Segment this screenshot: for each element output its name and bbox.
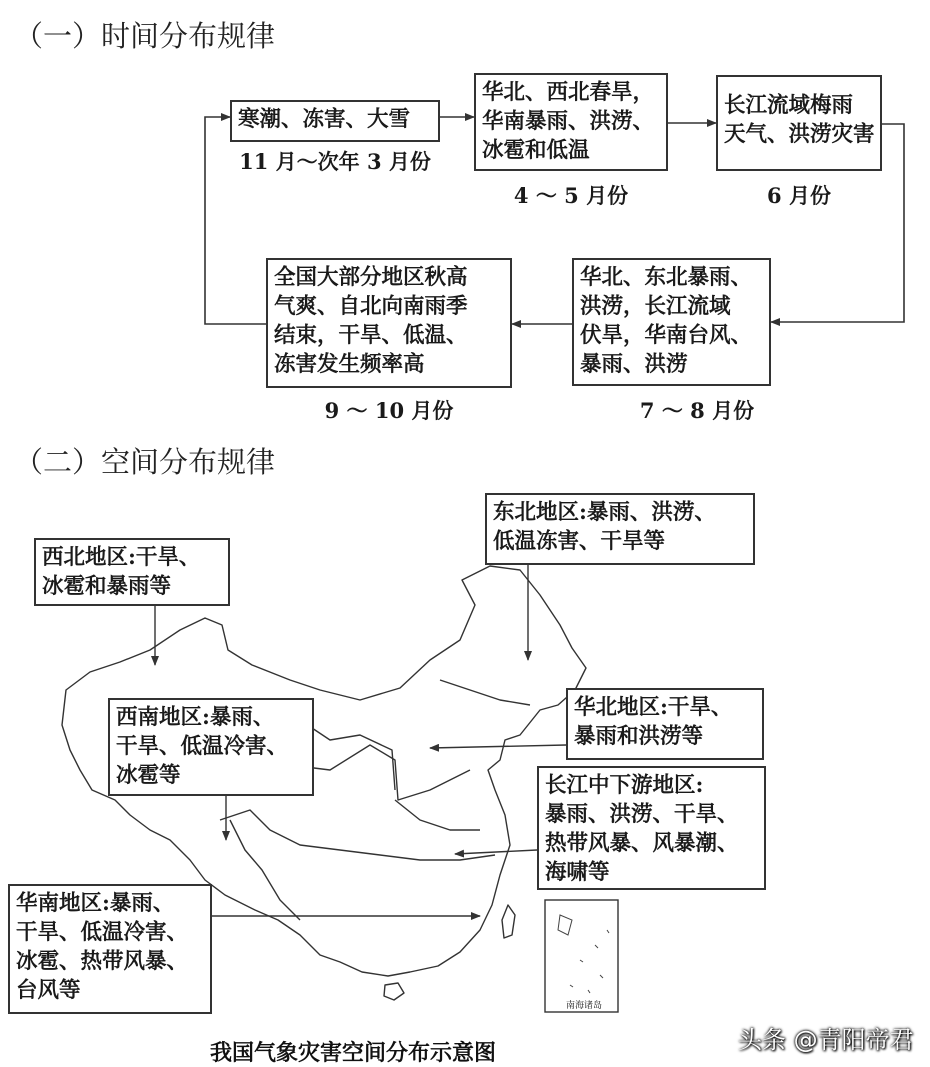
node-line: 华北、东北暴雨、 (580, 265, 753, 290)
yangtze-river (220, 810, 495, 860)
period-label-spring: 4 ～ 5 月份 (513, 183, 629, 208)
region-line: 华北地区:干旱、 (574, 695, 733, 720)
region-line: 冰雹和暴雨等 (42, 574, 172, 599)
period-label-june: 6 月份 (767, 183, 831, 208)
region-south (8, 884, 212, 1014)
region-northwest (34, 538, 230, 606)
section-2-title: （二）空间分布规律 (14, 445, 276, 479)
region-line: 东北地区:暴雨、洪涝、 (493, 500, 716, 525)
region-yangtze (537, 766, 766, 890)
region-line: 长江中下游地区: (545, 773, 704, 798)
node-line: 伏旱，华南台风、 (580, 323, 753, 348)
province-line-3 (395, 800, 480, 830)
region-line: 干旱、低温冷害、 (16, 920, 189, 945)
node-line: 气爽、自北向南雨季 (274, 294, 468, 319)
map-caption: 我国气象灾害空间分布示意图 (210, 1040, 497, 1066)
inset-label: 南海诸岛 (566, 1001, 603, 1011)
taiwan-island (502, 905, 515, 938)
period-label-summer: 7 ～ 8 月份 (639, 398, 755, 423)
node-line: 洪涝，长江流域 (580, 294, 731, 319)
node-line: 华南暴雨、洪涝、 (482, 109, 655, 134)
province-line-4 (440, 680, 530, 705)
period-label-winter: 11 月～次年 3 月份 (239, 149, 431, 174)
region-line: 西南地区:暴雨、 (116, 705, 275, 730)
region-line: 低温冻害、干旱等 (493, 529, 666, 554)
node-line: 华北、西北春旱， (482, 80, 655, 105)
pointer-yangtze (455, 850, 537, 854)
region-southwest (108, 698, 314, 796)
watermark: 头条 @青阳帝君 (738, 1026, 914, 1054)
region-line: 暴雨和洪涝等 (574, 724, 704, 749)
node-line: 全国大部分地区秋高 (274, 265, 468, 290)
node-line: 冻害发生频率高 (274, 352, 425, 377)
node-line: 长江流域梅雨 (724, 93, 854, 118)
node-line: 暴雨、洪涝 (580, 352, 688, 377)
node-line: 寒潮、冻害、大雪 (238, 107, 411, 132)
hainan-island (384, 983, 404, 1000)
region-line: 华南地区:暴雨、 (16, 891, 175, 916)
region-line: 冰雹、热带风暴、 (16, 949, 189, 974)
node-line: 天气、洪涝灾害 (724, 122, 875, 147)
region-north (566, 688, 764, 760)
region-northeast (485, 493, 755, 565)
section-1-title: （一）时间分布规律 (14, 19, 276, 53)
south-sea-inset (545, 900, 618, 1012)
region-line: 西北地区:干旱、 (42, 545, 201, 570)
region-line: 热带风暴、风暴潮、 (545, 831, 739, 856)
region-line: 干旱、低温冷害、 (116, 734, 289, 759)
node-line: 结束，干旱、低温、 (274, 323, 468, 348)
province-line-2 (230, 820, 300, 920)
region-line: 台风等 (16, 978, 81, 1003)
node-line: 冰雹和低温 (482, 138, 590, 163)
province-line-1 (300, 720, 395, 790)
region-line: 海啸等 (545, 860, 610, 885)
region-line: 冰雹等 (116, 763, 181, 788)
region-line: 暴雨、洪涝、干旱、 (545, 802, 739, 827)
period-label-autumn: 9 ～ 10 月份 (324, 398, 454, 423)
pointer-north (430, 745, 566, 748)
